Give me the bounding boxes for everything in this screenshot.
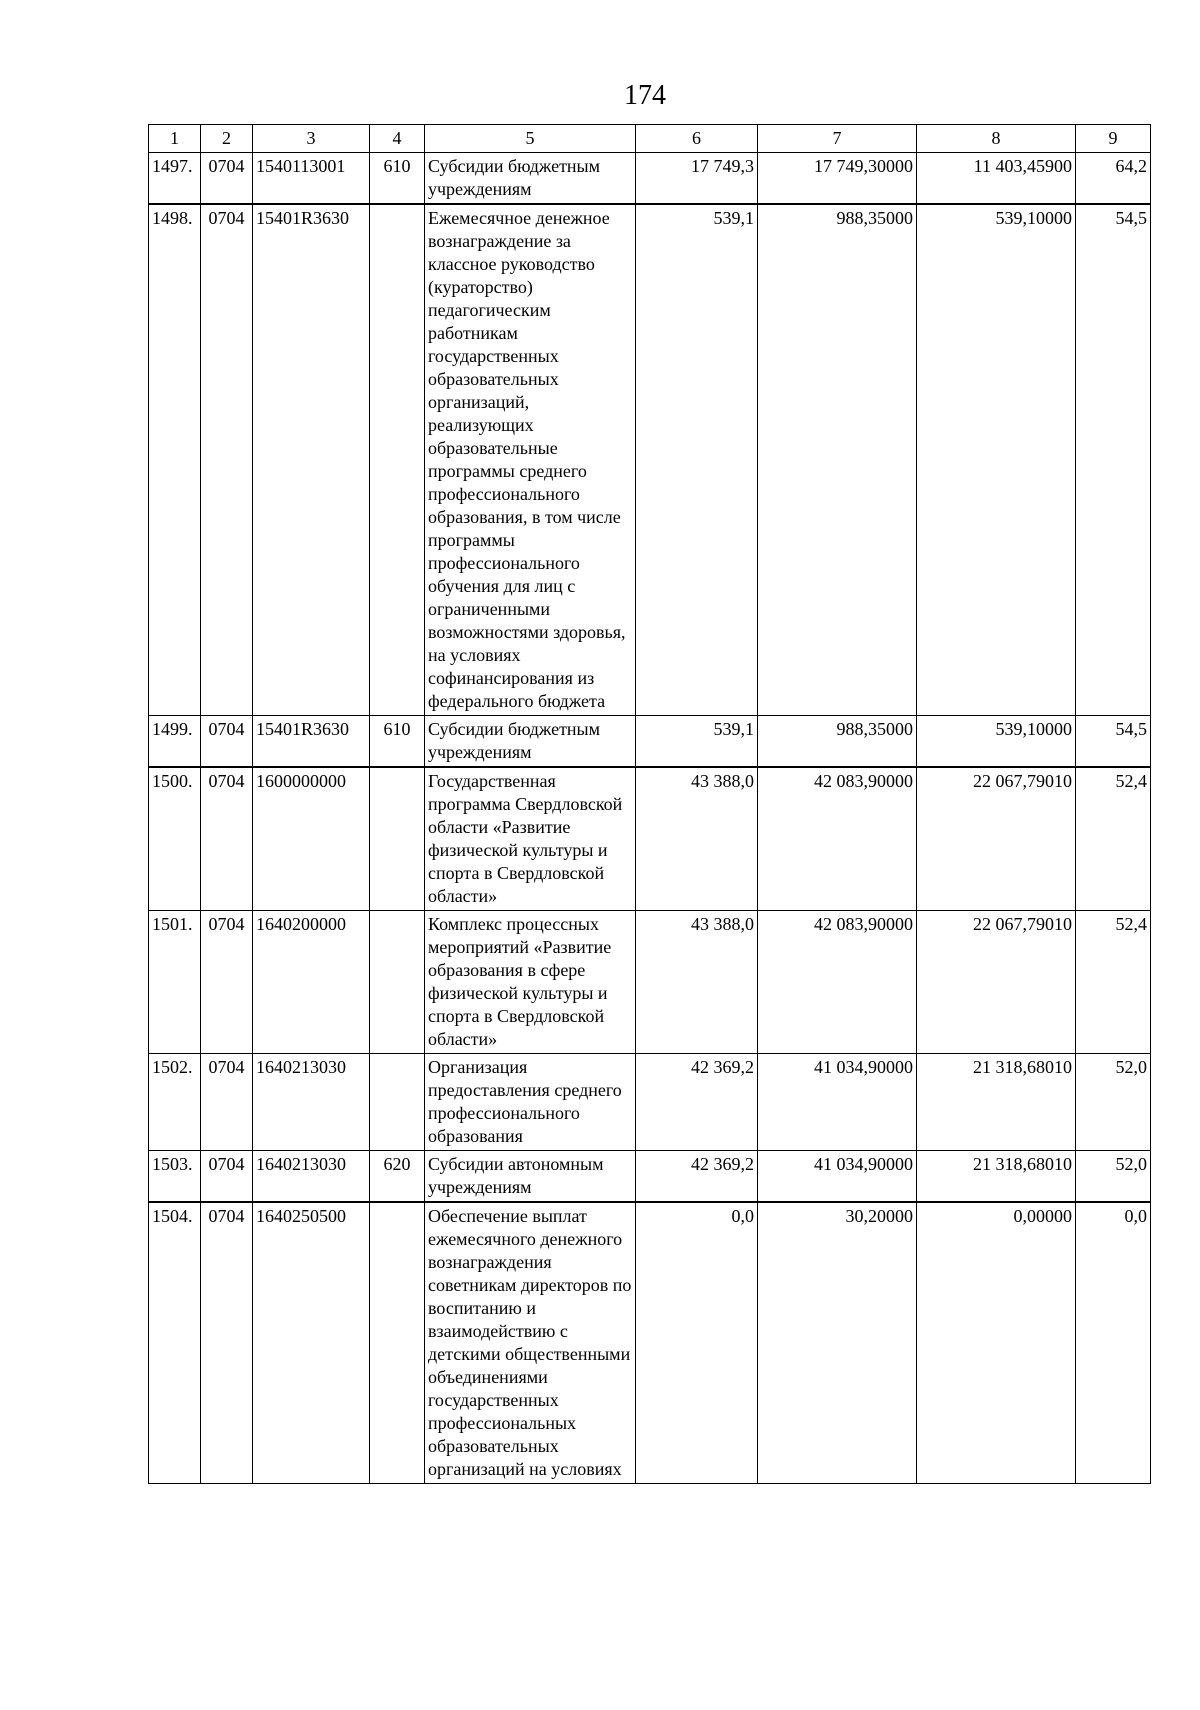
section-code: 0704: [201, 1202, 253, 1484]
value-col-7: 41 034,90000: [758, 1151, 917, 1203]
budget-table: [148, 124, 1151, 1484]
value-col-8: 22 067,79010: [917, 767, 1076, 911]
expense-type: 610: [370, 153, 425, 205]
header-col-1: 1: [149, 125, 201, 153]
value-col-8: 539,10000: [917, 204, 1076, 716]
value-col-6: 539,1: [636, 716, 758, 768]
expense-type: [370, 911, 425, 1054]
value-col-6: 43 388,0: [636, 911, 758, 1054]
value-col-6: 43 388,0: [636, 767, 758, 911]
header-row: [149, 125, 1151, 153]
header-col-2: 2: [201, 125, 253, 153]
value-col-9: 52,4: [1076, 911, 1151, 1054]
row-number: 1499.: [149, 716, 201, 768]
header-col-3: 3: [253, 125, 370, 153]
expense-type: 610: [370, 716, 425, 768]
row-number: 1502.: [149, 1054, 201, 1151]
item-name: Субсидии бюджетным учреждениям: [425, 153, 636, 205]
item-name: Комплекс процессных мероприятий «Развитие образования в сфере физической культуры и спорта в Свердловской области»: [425, 911, 636, 1054]
value-col-8: 539,10000: [917, 716, 1076, 768]
value-col-6: 42 369,2: [636, 1054, 758, 1151]
value-col-8: 22 067,79010: [917, 911, 1076, 1054]
value-col-7: 41 034,90000: [758, 1054, 917, 1151]
value-col-9: 54,5: [1076, 716, 1151, 768]
value-col-9: 54,5: [1076, 204, 1151, 716]
value-col-7: 42 083,90000: [758, 767, 917, 911]
value-col-6: 17 749,3: [636, 153, 758, 205]
section-code: 0704: [201, 911, 253, 1054]
value-col-6: 539,1: [636, 204, 758, 716]
table-row: [149, 1151, 1151, 1203]
value-col-9: 52,0: [1076, 1054, 1151, 1151]
header-col-7: 7: [758, 125, 917, 153]
table-row: [149, 911, 1151, 1054]
expense-type: [370, 1054, 425, 1151]
table-row: [149, 767, 1151, 911]
row-number: 1500.: [149, 767, 201, 911]
value-col-8: 21 318,68010: [917, 1151, 1076, 1203]
row-number: 1498.: [149, 204, 201, 716]
value-col-7: 988,35000: [758, 716, 917, 768]
header-col-9: 9: [1076, 125, 1151, 153]
value-col-9: 0,0: [1076, 1202, 1151, 1484]
expense-type: [370, 204, 425, 716]
target-code: 1540113001: [253, 153, 370, 205]
header-col-4: 4: [370, 125, 425, 153]
target-code: 1600000000: [253, 767, 370, 911]
table-row: [149, 153, 1151, 205]
row-number: 1503.: [149, 1151, 201, 1203]
value-col-7: 42 083,90000: [758, 911, 917, 1054]
page-number: 174: [624, 80, 666, 111]
target-code: 1640213030: [253, 1054, 370, 1151]
section-code: 0704: [201, 1151, 253, 1203]
section-code: 0704: [201, 767, 253, 911]
value-col-8: 0,00000: [917, 1202, 1076, 1484]
header-col-8: 8: [917, 125, 1076, 153]
value-col-7: 988,35000: [758, 204, 917, 716]
row-number: 1497.: [149, 153, 201, 205]
item-name: Организация предоставления среднего профессионального образования: [425, 1054, 636, 1151]
item-name: Обеспечение выплат ежемесячного денежного вознаграждения советникам директоров по воспитанию и взаимодействию с детскими общественными объединениями государственных профессиональных образовательных организаций на условиях: [425, 1202, 636, 1484]
value-col-9: 52,0: [1076, 1151, 1151, 1203]
row-number: 1501.: [149, 911, 201, 1054]
expense-type: [370, 1202, 425, 1484]
target-code: 1640250500: [253, 1202, 370, 1484]
value-col-9: 52,4: [1076, 767, 1151, 911]
target-code: 15401R3630: [253, 204, 370, 716]
table-row: [149, 204, 1151, 716]
value-col-8: 21 318,68010: [917, 1054, 1076, 1151]
row-number: 1504.: [149, 1202, 201, 1484]
section-code: 0704: [201, 716, 253, 768]
item-name: Ежемесячное денежное вознаграждение за классное руководство (кураторство) педагогическим работникам государственных образовательных организаций, реализующих образовательные программы среднего профессионального образования, в том числе программы профессионального обучения для лиц с ограниченными возможностями здоровья, на условиях софинансирования из федерального бюджета: [425, 204, 636, 716]
value-col-8: 11 403,45900: [917, 153, 1076, 205]
item-name: Субсидии бюджетным учреждениям: [425, 716, 636, 768]
table-row: [149, 1202, 1151, 1484]
value-col-7: 30,20000: [758, 1202, 917, 1484]
target-code: 1640200000: [253, 911, 370, 1054]
table-row: [149, 1054, 1151, 1151]
item-name: Субсидии автономным учреждениям: [425, 1151, 636, 1203]
value-col-6: 0,0: [636, 1202, 758, 1484]
value-col-9: 64,2: [1076, 153, 1151, 205]
value-col-6: 42 369,2: [636, 1151, 758, 1203]
value-col-7: 17 749,30000: [758, 153, 917, 205]
section-code: 0704: [201, 204, 253, 716]
item-name: Государственная программа Свердловской области «Развитие физической культуры и спорта в Свердловской области»: [425, 767, 636, 911]
header-col-5: 5: [425, 125, 636, 153]
section-code: 0704: [201, 153, 253, 205]
header-col-6: 6: [636, 125, 758, 153]
expense-type: 620: [370, 1151, 425, 1203]
target-code: 15401R3630: [253, 716, 370, 768]
table-row: [149, 716, 1151, 768]
section-code: 0704: [201, 1054, 253, 1151]
target-code: 1640213030: [253, 1151, 370, 1203]
expense-type: [370, 767, 425, 911]
